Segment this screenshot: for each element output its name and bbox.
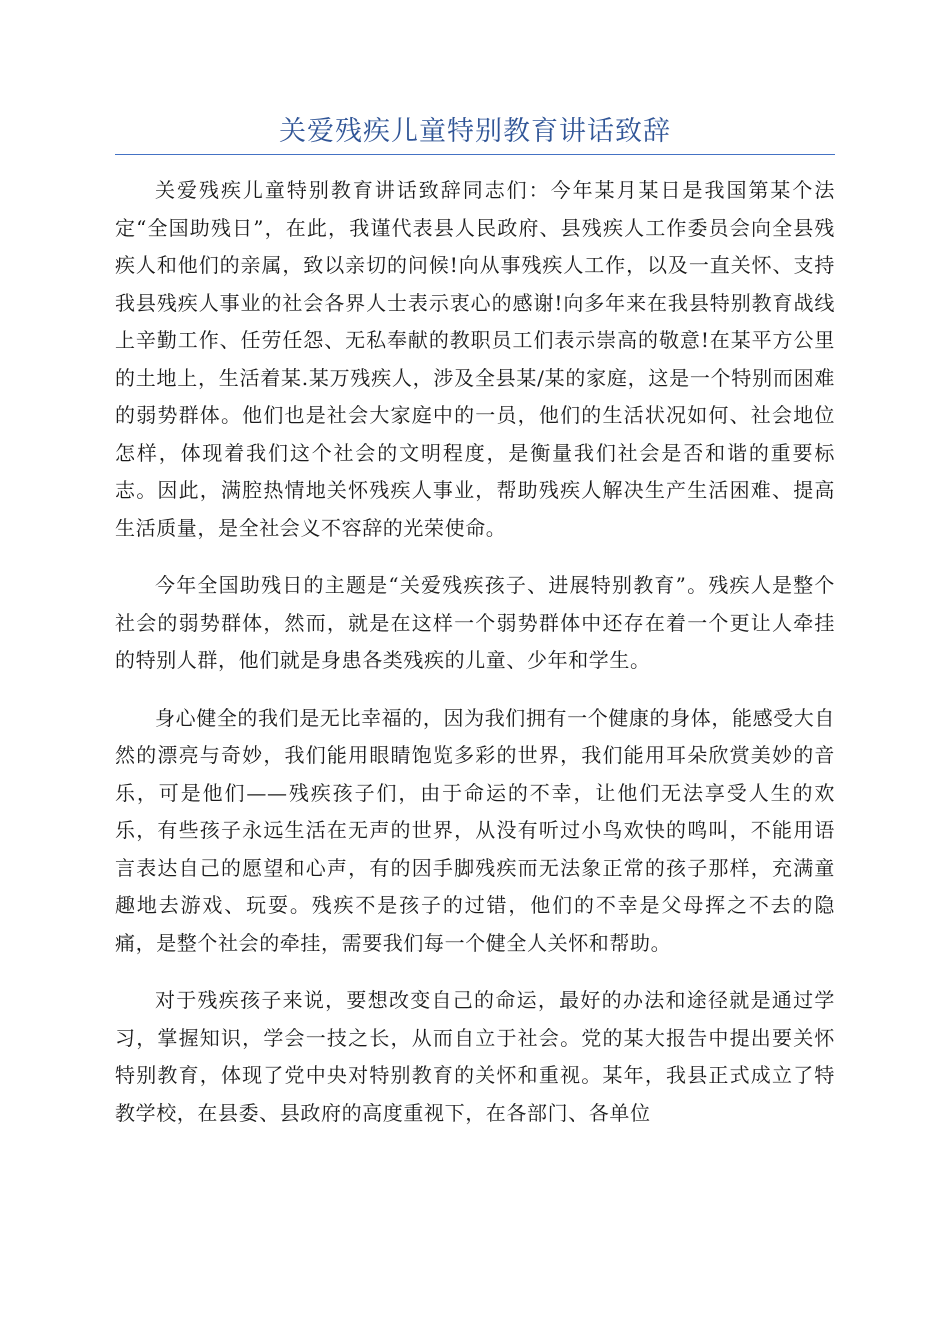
title-underline xyxy=(115,154,835,155)
document-title: 关爱残疾儿童特别教育讲话致辞 xyxy=(279,116,671,147)
paragraph-3: 身心健全的我们是无比幸福的，因为我们拥有一个健康的身体，能感受大自然的漂亮与奇妙，我们能用眼睛饱览多彩的世界，我们能用耳朵欣赏美妙的音乐，可是他们——残疾孩子们，由于命运的不幸，让他们无法享受人生的欢乐，有些孩子永远生活在无声的世界，从没有听过小鸟欢快的鸣叫，不能用语言表达自己的愿望和心声，有的因手脚残疾而无法象正常的孩子那样，充满童趣地去游戏、玩耍。残疾不是孩子的过错，他们的不幸是父母挥之不去的隐痛，是整个社会的牵挂，需要我们每一个健全人关怀和帮助。 xyxy=(115,705,835,955)
paragraph-4: 对于残疾孩子来说，要想改变自己的命运，最好的办法和途径就是通过学习，掌握知识，学会一技之长，从而自立于社会。党的某大报告中提出要关怀特别教育，体现了党中央对特别教育的关怀和重视。某年，我县正式成立了特教学校，在县委、县政府的高度重视下，在各部门、各单位 xyxy=(115,988,835,1125)
paragraph-1: 关爱残疾儿童特别教育讲话致辞同志们：今年某月某日是我国第某个法定“全国助残日”，在此，我谨代表县人民政府、县残疾人工作委员会向全县残疾人和他们的亲属，致以亲切的问候!向从事残疾人工作，以及一直关怀、支持我县残疾人事业的社会各界人士表示衷心的感谢!向多年来在我县特别教育战线上辛勤工作、任劳任怨、无私奉献的教职员工们表示崇高的敬意!在某平方公里的土地上，生活着某.某万残疾人，涉及全县某/某的家庭，这是一个特别而困难的弱势群体。他们也是社会大家庭中的一员，他们的生活状况如何、社会地位怎样，体现着我们这个社会的文明程度，是衡量我们社会是否和谐的重要标志。因此，满腔热情地关怀残疾人事业，帮助残疾人解决生产生活困难、提高生活质量，是全社会义不容辞的光荣使命。 xyxy=(115,178,835,540)
paragraph-2: 今年全国助残日的主题是“关爱残疾孩子、进展特别教育”。残疾人是整个社会的弱势群体，然而，就是在这样一个弱势群体中还存在着一个更让人牵挂的特别人群，他们就是身患各类残疾的儿童、少年和学生。 xyxy=(115,573,835,672)
document-body xyxy=(115,172,835,1152)
